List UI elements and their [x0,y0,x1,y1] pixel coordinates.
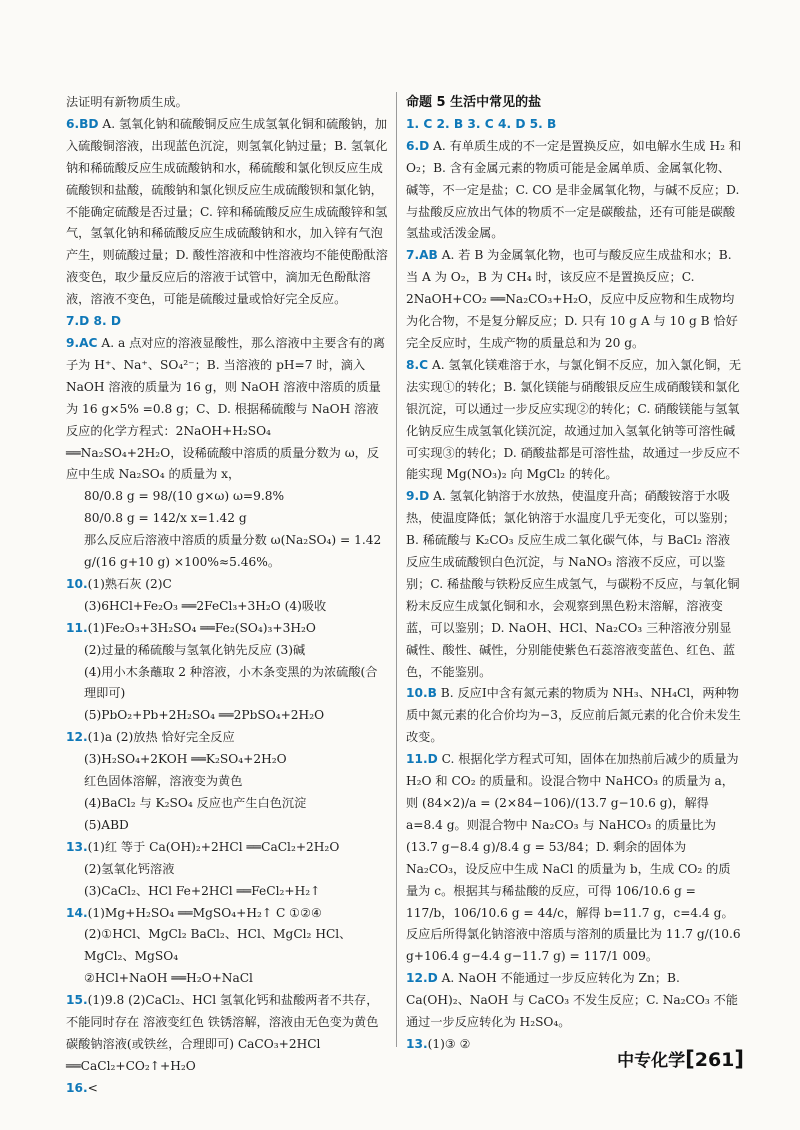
item-number: 11. [66,620,88,635]
answer-line [406,355,742,486]
answer-line: (2)氢氧化钙溶液 [84,861,175,876]
answer-line [66,837,388,859]
item-answer: D [427,971,438,986]
answer-line [406,968,742,1034]
answer-line: (4)用小木条蘸取 2 种溶液，小木条变黑的为浓硫酸(合理即可) [84,664,378,701]
item-answer: D [419,138,430,153]
item-text: (1)a (2)放热 恰好完全反应 [87,730,235,745]
item-answer: D [427,752,438,767]
item-text: (1)熟石灰 (2)C [87,576,172,591]
answer-line: (2)①HCl、MgCl₂ BaCl₂、HCl、MgCl₂ HCl、MgCl₂、MgSO₄ [84,927,352,964]
left-column [66,92,388,1100]
item-answer: C [419,357,429,372]
footer-label: 中专化学 [617,1051,686,1071]
item-number: 6. [66,116,80,131]
item-text: A. 氢氧化钠和硫酸铜反应生成氢氧化铜和硫酸钠，加入硫酸铜溶液，出现蓝色沉淀，则氢氧化钠过量；B. 氢氧化钠和稀硫酸反应生成硫酸钠和水，稀硫酸和氯化钡反应生成硫酸钡和盐酸，硫酸钠和氯化钡反应生成硫酸钡和氯化钠，不能确定硫酸是否过量；C. 锌和稀硫酸反应生成硫酸锌和氢气，氢氧化钠和稀硫酸反应生成硫酸钠和水，加入锌有气泡产生，则硫酸过量；D. 酸性溶液和中性溶液均不能使酚酞溶液变色，取少量反应后的溶液于试管中，滴加无色酚酞溶液，溶液不变色，可能是硫酸过量或恰好完全反应。 [66,116,388,307]
item-number: 10. [406,686,428,701]
answer-line: (2)过量的稀硫酸与氢氧化钠先反应 (3)碱 [84,642,306,657]
answer-item [406,486,742,683]
bracket-left: [ [685,1047,695,1071]
answer-item [66,990,388,1078]
answer-line [406,683,742,749]
item-text: (1)Mg+H₂SO₄ ══MgSO₄+H₂↑ C ①②④ [87,905,322,920]
item-number: 13. [66,839,88,854]
item-number: 12. [406,971,428,986]
item-text: (1)Fe₂O₃+3H₂SO₄ ══Fe₂(SO₄)₃+3H₂O [87,620,316,635]
item-answer: D 8. D [79,314,121,329]
item-number: 7. [66,314,80,329]
answer-line: (5)PbO₂+Pb+2H₂SO₄ ══2PbSO₄+2H₂O [84,708,325,723]
answer-line: (3)CaCl₂、HCl Fe+2HCl ══FeCl₂+H₂↑ [84,883,321,898]
item-number: 9. [66,335,80,350]
item-number: 11. [406,752,428,767]
answer-line: ②HCl+NaOH ══H₂O+NaCl [84,971,253,986]
item-answer: BD [79,116,99,131]
answer-line [66,333,388,486]
answer-item [406,245,742,355]
item-number: 14. [66,905,88,920]
answer-item [406,749,742,968]
answer-line [66,311,388,333]
answer-line [66,114,388,311]
item-text: (1)9.8 (2)CaCl₂、HCl 氢氧化钙和盐酸两者不共存，不能同时存在 溶液变红色 铁锈溶解，溶液由无色变为黄色 碳酸钠溶液(或铁丝，合理即可) CaCO₃+2HCl ══CaCl₂+CO₂↑+H₂O [66,993,379,1073]
answer-line: (3)H₂SO₄+2KOH ══K₂SO₄+2H₂O [84,752,287,767]
answer-line [406,245,742,355]
answer-item [66,837,388,903]
item-text: < [87,1080,98,1095]
answer-item [66,574,388,618]
item-number: 16. [66,1080,88,1095]
item-answer: AC [79,335,98,350]
item-number: 9. [406,489,420,504]
item-answer: B [427,686,437,701]
answer-line: (4)BaCl₂ 与 K₂SO₄ 反应也产生白色沉淀 [84,796,307,810]
item-text: C. 根据化学方程式可知，固体在加热前后减少的质量为 H₂O 和 CO₂ 的质量和。设混合物中 NaHCO₃ 的质量为 a，则 (84×2)/a = (2×84−106)/(13.7 g−10.6 g)，解得 a=8.4 g。则混合物中 Na₂CO₃ 与 NaHCO₃ 的质量比为 (13.7 g−8.4 g)/8.4 g = 53/84；D. 剩余的固体为 Na₂CO₃，设反应中生成 NaCl 的质量为 b，生成 CO₂ 的质量为 c。根据其与稀盐酸的反应，可得 106/10.6 g = 117/b，106/10.6 g = 44/c，解得 b=11.7 g，c=4.4 g。反应后所得氯化钠溶液中溶质与溶剂的质量比为 11.7 g/(10.6 g+106.4 g−4.4 g−11.7 g) = 117/1 009。 [406,752,741,964]
item-text: A. 氢氧化镁难溶于水，与氯化铜不反应，加入氯化铜，无法实现①的转化；B. 氯化镁能与硝酸银反应生成硝酸镁和氯化银沉淀，可以通过一步反应实现②的转化；C. 硝酸镁能与氢氧化钠反应生成氢氧化镁沉淀，故通过加入氢氧化钠等可溶性碱可实现③的转化；D. 硝酸盐都是可溶性盐，故通过一步反应不能实现 Mg(NO₃)₂ 向 MgCl₂ 的转化。 [406,357,742,482]
item-text: (1)③ ② [427,1036,471,1051]
answer-line [406,136,742,246]
answer-line: 红色固体溶解，溶液变为黄色 [84,774,243,789]
item-text: A. a 点对应的溶液显酸性，那么溶液中主要含有的离子为 H⁺、Na⁺、SO₄²⁻；B. 当溶液的 pH=7 时，滴入 NaOH 溶液的质量为 16 g，则 NaOH 溶液中溶质的质量为 16 g×5% =0.8 g；C、D. 根据稀硫酸与 NaOH 溶液反应的化学方程式：2NaOH+H₂SO₄ ══Na₂SO₄+2H₂O，设稀硫酸中溶质的质量分数为 ω，反应中生成 Na₂SO₄ 的质量为 x， [66,335,386,482]
answer-line [66,92,388,114]
answer-item [66,727,388,837]
item-text: B. 反应Ⅰ中含有氮元素的物质为 NH₃、NH₄Cl，两种物质中氮元素的化合价均为−3，反应前后氮元素的化合价未发生改变。 [406,686,741,745]
bracket-right: ] [734,1047,744,1071]
answer-item [66,903,388,991]
item-answer: AB [419,248,438,263]
page-footer [617,1046,744,1071]
answer-item [406,136,742,246]
answer-item [66,311,388,333]
answer-item [66,333,388,574]
answer-line [66,574,388,596]
answer-line: 那么反应后溶液中溶质的质量分数 ω(Na₂SO₄) = 1.42 g/(16 g+10 g) ×100%≈5.46%。 [84,533,382,570]
item-number: 7. [406,248,420,263]
item-text: (1)红 等于 Ca(OH)₂+2HCl ══CaCl₂+2H₂O [87,839,340,854]
page-number: 261 [694,1049,735,1071]
answer-line [66,903,388,925]
answer-item [66,618,388,728]
item-text: A. NaOH 不能通过一步反应转化为 Zn；B. Ca(OH)₂、NaOH 与 CaCO₃ 不发生反应；C. Na₂CO₃ 不能通过一步反应转化为 H₂SO₄。 [406,971,738,1030]
item-text: 法证明有新物质生成。 [66,95,188,109]
section-title: 命题 5 生活中常见的盐 [406,95,542,110]
item-text: A. 氢氧化钠溶于水放热，使温度升高；硝酸铵溶于水吸热，使温度降低；氯化钠溶于水温度几乎无变化，可以鉴别；B. 稀硫酸与 K₂CO₃ 反应生成二氧化碳气体，与 BaCl₂ 溶液反应生成硫酸钡白色沉淀，与 NaNO₃ 溶液不反应，可以鉴别；C. 稀盐酸与铁粉反应生成氢气，与碳粉不反应，与氧化铜粉末反应生成氯化铜和水，会观察到黑色粉末溶解，溶液变蓝，可以鉴别；D. NaOH、HCl、Na₂CO₃ 三种溶液分别显碱性、酸性、碱性，分别能使紫色石蕊溶液变蓝色、红色、蓝色，不能鉴别。 [406,489,740,679]
answer-item [66,92,388,114]
answer-item [406,683,742,749]
item-number: 10. [66,576,88,591]
item-number: 13. [406,1036,428,1051]
answer-line [66,990,388,1078]
answer-item [66,114,388,311]
answer-line [66,727,388,749]
item-text: A. 有单质生成的不一定是置换反应，如电解水生成 H₂ 和 O₂；B. 含有金属元素的物质可能是金属单质、金属氧化物、碱等，不一定是盐；C. CO 是非金属氧化物，与碱不反应；D. 与盐酸反应放出气体的物质不一定是碳酸盐，还有可能是碳酸氢盐或活泼金属。 [406,138,742,241]
item-number: 12. [66,730,88,745]
answer-line [66,1078,388,1100]
item-text: A. 若 B 为金属氧化物，也可与酸反应生成盐和水；B. 当 A 为 O₂，B 为 CH₄ 时，该反应不是置换反应；C. 2NaOH+CO₂ ══Na₂CO₃+H₂O，反应中反应物和生成物均为化合物，不是复分解反应；D. 只有 10 g A 与 10 g B 恰好完全反应时，生成产物的质量总和为 20 g。 [406,248,738,350]
answers-row: 1. C 2. B 3. C 4. D 5. B [406,116,557,131]
right-column [406,92,742,1056]
item-number: 6. [406,138,420,153]
item-number: 8. [406,357,420,372]
answer-line: (3)6HCl+Fe₂O₃ ══2FeCl₃+3H₂O (4)吸收 [84,598,327,613]
column-divider [396,92,397,1047]
right-items [406,136,742,1056]
answer-line: 80/0.8 g = 142/x x=1.42 g [84,511,247,526]
answer-line [406,749,742,968]
item-number: 15. [66,993,88,1008]
answer-line: (5)ABD [84,817,129,832]
answer-item [66,1078,388,1100]
answer-line [406,486,742,683]
answer-line [66,618,388,640]
answer-item [406,968,742,1034]
answer-item [406,355,742,486]
item-answer: D [419,489,430,504]
answer-line: 80/0.8 g = 98/(10 g×ω) ω=9.8% [84,489,285,504]
